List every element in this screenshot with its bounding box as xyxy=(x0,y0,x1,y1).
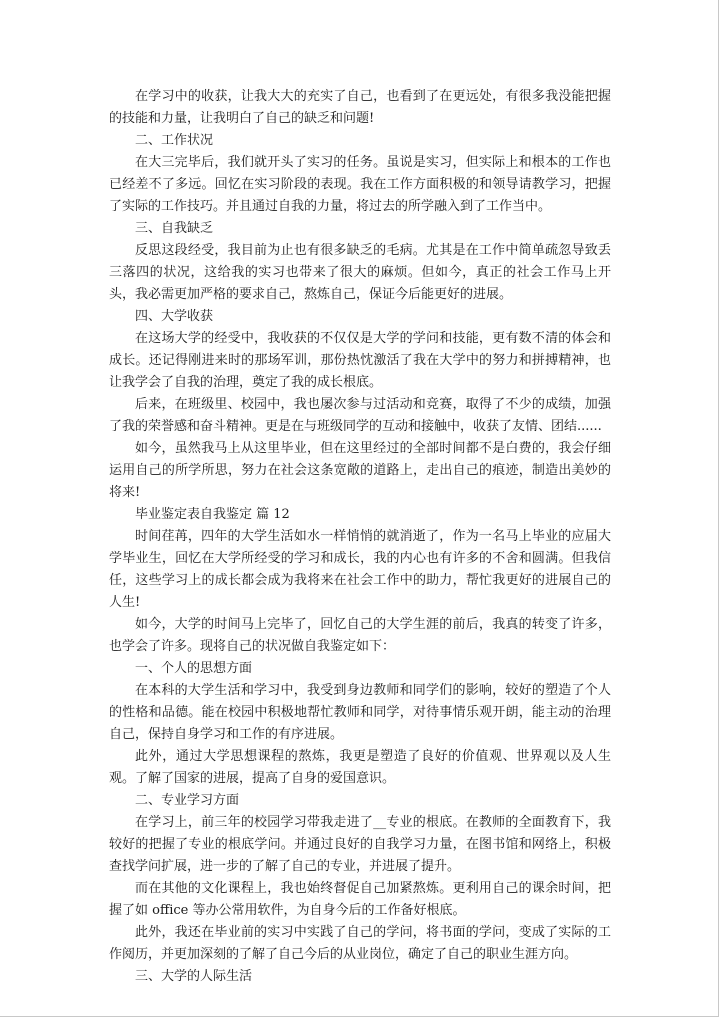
section-title-appraisal-12: 毕业鉴定表自我鉴定 篇 12 xyxy=(135,507,290,522)
paragraph-learning-harvest: 在学习中的收获，让我大大的充实了自己，也看到了在更远处，有很多我没能把握的技能和力量，让我明白了自己的缺乏和问题! xyxy=(109,89,611,126)
heading-university-harvest: 四、大学收获 xyxy=(135,309,214,324)
paragraph-university-harvest: 在这场大学的经受中，我收获的不仅仅是大学的学问和技能，更有数不清的体会和成长。还记得刚进来时的那场军训，那份热忱激活了我在大学中的努力和拼搏精神，也让我学会了自我的治理，奠定了我的成长根底。 xyxy=(109,331,611,390)
paragraph-graduation: 如今，虽然我马上从这里毕业，但在这里经过的全部时间都不是白费的，我会仔细运用自己的所学所思，努力在社会这条宽敞的道路上，走出自己的痕迹，制造出美妙的将来! xyxy=(109,441,611,500)
heading-work-status: 二、工作状况 xyxy=(135,133,214,148)
paragraph-internship-practice: 此外，我还在毕业前的实习中实践了自己的学问，将书面的学问，变成了实际的工作阅历，并更加深刻的了解了自己今后的从业岗位，确定了自己的职业生涯方向。 xyxy=(109,925,611,962)
paragraph-self-appraisal-intro: 如今，大学的时间马上完毕了，回忆自己的大学生涯的前后，我真的转变了许多，也学会了许多。现将自己的状况做自我鉴定如下： xyxy=(109,617,611,654)
paragraph-self-shortcomings: 反思这段经受，我目前为止也有很多缺乏的毛病。尤其是在工作中简单疏忽导致丢三落四的状况，这给我的实习也带来了很大的麻烦。但如今，真正的社会工作马上开头，我必需更加严格的要求自己，熬炼自己，保证今后能更好的进展。 xyxy=(109,243,611,302)
heading-personal-thought: 一、个人的思想方面 xyxy=(135,661,253,676)
paragraph-professional-study: 在学习上，前三年的校园学习带我走进了__专业的根底。在教师的全面教育下，我较好的把握了专业的根底学问。并通过良好的自我学习力量，在图书馆和网络上，积极查找学问扩展，进一步的了解了自己的专业，并进展了提升。 xyxy=(109,815,611,874)
heading-interpersonal-life: 三、大学的人际生活 xyxy=(135,969,253,984)
paragraph-other-courses: 而在其他的文化课程上，我也始终督促自己加紧熬炼。更利用自己的课余时间，把握了如 office 等办公常用软件，为自身今后的工作备好根底。 xyxy=(109,881,611,918)
document-body xyxy=(109,86,611,988)
paragraph-work-status: 在大三完毕后，我们就开头了实习的任务。虽说是实习，但实际上和根本的工作也已经差不了多远。回忆在实习阶段的表现。我在工作方面积极的和领导请教学习，把握了实际的工作技巧。并且通过自我的力量，将过去的所学融入到了工作当中。 xyxy=(109,155,611,214)
heading-self-shortcomings: 三、自我缺乏 xyxy=(135,221,214,236)
paragraph-values: 此外，通过大学思想课程的熬炼，我更是塑造了良好的价值观、世界观以及人生观。了解了国家的进展，提高了自身的爱国意识。 xyxy=(109,749,611,786)
paragraph-time-passes: 时间荏苒，四年的大学生活如水一样悄悄的就消逝了，作为一名马上毕业的应届大学毕业生，回忆在大学所经受的学习和成长，我的内心也有许多的不舍和圆满。但我信任，这些学习上的成长都会成为我将来在社会工作中的助力，帮忙我更好的进展自己的人生! xyxy=(109,529,611,610)
paragraph-personal-character: 在本科的大学生活和学习中，我受到身边教师和同学们的影响，较好的塑造了个人的性格和品德。能在校园中积极地帮忙教师和同学，对待事情乐观开朗，能主动的治理自己，保持自身学习和工作的有序进展。 xyxy=(109,683,611,742)
paragraph-activities: 后来，在班级里、校园中，我也屡次参与过活动和竞赛，取得了不少的成绩，加强了我的荣誉感和奋斗精神。更是在与班级同学的互动和接触中，收获了友情、团结...... xyxy=(109,397,611,434)
heading-professional-study: 二、专业学习方面 xyxy=(135,793,240,808)
